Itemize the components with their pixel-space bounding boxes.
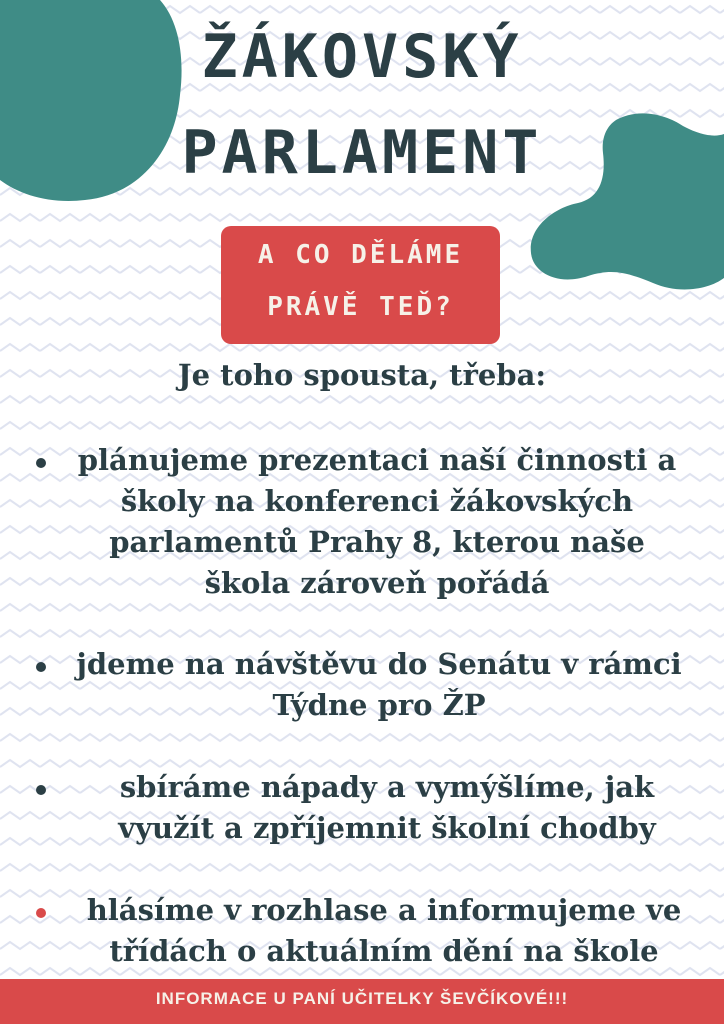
list-item-text: hlásíme v rozhlase a informujeme ve třídách o aktuálním dění na škole — [86, 893, 682, 968]
intro-text: Je toho spousta, třeba: — [177, 358, 547, 392]
bullet-icon — [36, 785, 46, 795]
page-title-line-1: ŽÁKOVSKÝ — [201, 22, 523, 92]
list-item-text: plánujeme prezentaci naší činnosti a školy na konferenci žákovských parlamentů Prahy 8, kterou naše škola zároveň pořádá — [77, 443, 677, 600]
bullet-icon — [36, 458, 46, 468]
list-item-text: sbíráme nápady a vymýšlíme, jak využít a zpříjemnit školní chodby — [118, 770, 656, 845]
bullet-icon — [36, 908, 46, 918]
badge-line-2: PRÁVĚ TEĎ? — [267, 292, 454, 322]
footer-text: INFORMACE U PANÍ UČITELKY ŠEVČÍKOVÉ!!! — [155, 989, 569, 1008]
page-title-line-2: PARLAMENT — [181, 118, 543, 188]
footer-banner — [0, 979, 724, 1024]
subtitle-badge — [221, 226, 500, 344]
list-item-text: jdeme na návštěvu do Senátu v rámci Týdne pro ŽP — [76, 647, 682, 722]
bullet-icon — [36, 662, 46, 672]
badge-line-1: A CO DĚLÁME — [257, 240, 464, 270]
